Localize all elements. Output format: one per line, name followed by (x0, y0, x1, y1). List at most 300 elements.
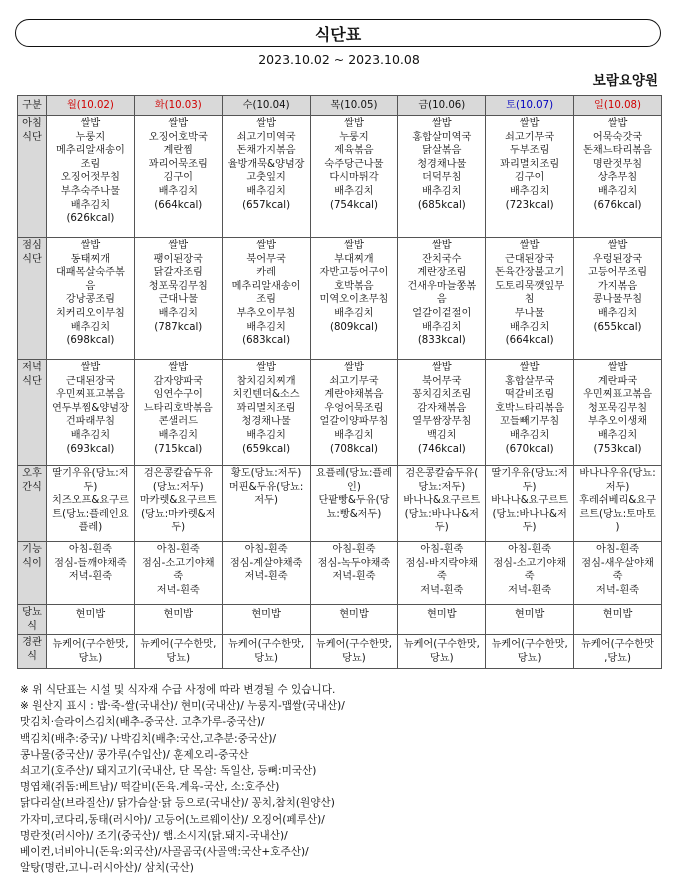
day-header: 화(10.03) (134, 96, 222, 116)
menu-item: 쌀밥 (80, 240, 101, 251)
note-line: 닭다리살(브라질산)/ 닭가슴살·닭 등으로(국내산)/ 꽁치,참치(원양산) (20, 797, 335, 810)
menu-cell (134, 635, 222, 669)
menu-item: 느타리호박볶음 (143, 402, 213, 414)
menu-item: 호박느타리볶음 (495, 402, 565, 414)
menu-item: 쌀밥 (80, 362, 101, 373)
menu-item: (655kcal) (593, 321, 642, 333)
menu-item: 열무쌈장무침 (412, 416, 472, 428)
menu-cell (574, 466, 662, 542)
menu-item: 부추오이생채 (588, 416, 648, 428)
menu-item: 쌀밥 (344, 118, 364, 129)
menu-cell (47, 360, 135, 466)
menu-cell (134, 116, 222, 238)
menu-item: 배추김치 (334, 307, 374, 319)
menu-item: 당뇨) (78, 652, 103, 664)
menu-item: 더덕무침 (422, 172, 462, 184)
day-header: 토(10.07) (486, 96, 574, 116)
menu-item: 뉴케어(구수한맛, (403, 639, 480, 651)
menu-item: 딸기우유(당뇨:저 (52, 468, 129, 479)
menu-cell (134, 466, 222, 542)
day-header: 수(10.04) (222, 96, 310, 116)
menu-item: 쌀밥 (519, 362, 540, 373)
menu-item: 임연수구이 (153, 389, 203, 401)
menu-item: 음 (436, 294, 447, 306)
menu-cell (134, 605, 222, 635)
menu-item: 떡갈비조림 (505, 389, 555, 401)
menu-item: 닭갈자조림 (153, 267, 203, 279)
menu-item: 저녁-흰죽 (596, 584, 640, 596)
menu-item: 점심-소고기야채 (493, 557, 566, 569)
row-label (18, 116, 47, 238)
menu-item: 배추김치 (246, 321, 286, 333)
menu-cell (398, 116, 486, 238)
menu-item: 북어무국 (246, 253, 286, 265)
menu-item: 대패목살숙주볶 (55, 267, 125, 279)
menu-item: 바나나&요구르트 (403, 495, 481, 507)
menu-item: 쇠고기무국 (329, 375, 379, 387)
menu-item: 배추김치 (422, 185, 462, 197)
menu-item: 당뇨) (429, 652, 454, 664)
row-label (18, 635, 47, 669)
menu-item: 배추김치 (509, 321, 550, 333)
menu-cell (574, 542, 662, 605)
menu-item: 무나물 (514, 307, 545, 319)
menu-item: 배추김치 (509, 429, 550, 441)
menu-item: (708kcal) (329, 443, 378, 455)
menu-cell (310, 360, 398, 466)
menu-item: 뉴케어(구수한맛, (140, 639, 217, 651)
menu-item: 부추숙주나물 (60, 185, 120, 197)
menu-cell (574, 116, 662, 238)
menu-item: 트(당뇨:플레인요 (52, 508, 129, 520)
menu-item: 치커리오이무침 (55, 307, 125, 319)
menu-item: 참치김치찌개 (236, 375, 296, 387)
menu-item: 검은콩칼슘두유 (143, 468, 213, 479)
menu-item: 아침-흰죽 (68, 544, 112, 555)
note-line: 콩나물(중국산)/ 콩가루(수입산)/ 훈제오리-중국산 (20, 748, 249, 761)
menu-item: (676kcal) (593, 199, 642, 211)
menu-item: 조림 (256, 294, 276, 306)
menu-item: 배추김치 (246, 185, 286, 197)
menu-item: 배추김치 (597, 185, 638, 197)
menu-item: 쌀밥 (431, 240, 452, 251)
menu-item: 배추김치 (70, 199, 111, 211)
menu-cell (486, 116, 574, 238)
menu-cell (398, 542, 486, 605)
menu-cell (310, 605, 398, 635)
menu-cell (486, 466, 574, 542)
menu-item: 뉴케어(구수한맛, (228, 639, 305, 651)
menu-item: 쌀밥 (519, 118, 540, 129)
menu-item: 계란파국 (597, 375, 638, 387)
row-label-line: 저녁 (22, 362, 42, 373)
menu-item: 검은콩칼슘두유( (405, 468, 479, 479)
menu-item: 현미밥 (339, 609, 369, 620)
menu-cell (47, 466, 135, 542)
menu-item: 우엉어묵조림 (324, 402, 384, 414)
menu-item: 두) (434, 522, 449, 534)
menu-cell (310, 466, 398, 542)
menu-item: 고춧잎지 (246, 172, 286, 184)
menu-cell (574, 635, 662, 669)
menu-item: 가지볶음 (597, 280, 638, 292)
menu-item: 쌀밥 (80, 118, 101, 129)
menu-item: 청포묵김무침 (148, 280, 208, 292)
day-header: 목(10.05) (310, 96, 398, 116)
menu-item: 저녁-흰죽 (244, 571, 288, 583)
menu-item: 계란야채볶음 (324, 389, 384, 401)
note-line: 베이컨,너비아니(돈육:외국산)/사골곰국(사골액:국산+호주산)/ (20, 846, 309, 859)
menu-item: 쌀밥 (607, 240, 628, 251)
menu-item: 치킨텐더&소스 (232, 389, 300, 401)
menu-item: 두) (171, 522, 186, 534)
row-label (18, 238, 47, 360)
menu-item: 배추김치 (334, 185, 374, 197)
menu-item: 배추김치 (158, 429, 198, 441)
menu-item: 꽈리멸치조림 (500, 158, 560, 170)
menu-item: 얼갈이겉절이 (412, 307, 472, 319)
day-header: 일(10.08) (574, 96, 662, 116)
menu-item: 침 (524, 294, 535, 306)
menu-item: 제육볶음 (334, 145, 374, 157)
menu-item: 율방개묵&양념장 (227, 158, 305, 170)
menu-item: 쌀밥 (256, 118, 276, 129)
menu-item: 아침-흰죽 (508, 544, 552, 555)
menu-item: 단팥빵&두유(당 (318, 495, 390, 507)
menu-item: 쌀밥 (168, 362, 189, 373)
menu-item: 배추김치 (509, 185, 550, 197)
menu-item: (746kcal) (417, 443, 466, 455)
menu-item: 건파래무침 (65, 416, 116, 428)
menu-cell (398, 238, 486, 360)
menu-item: 저두) (254, 495, 278, 507)
menu-item: 콘샐러드 (158, 416, 198, 428)
menu-item: 배추김치 (158, 307, 198, 319)
menu-item: 머핀&두유(당뇨: (228, 481, 304, 493)
menu-row (18, 360, 662, 466)
menu-item: (664kcal) (154, 199, 203, 211)
menu-item: 쌀밥 (256, 362, 276, 373)
menu-item: 마카렛&요구르트 (139, 495, 217, 507)
menu-item: 쌀밥 (168, 118, 189, 129)
menu-item: 상추무침 (597, 172, 638, 184)
menu-item: 부대찌개 (334, 253, 374, 265)
menu-item: 부추오이무침 (236, 307, 296, 319)
menu-row (18, 542, 662, 605)
menu-item: (659kcal) (242, 443, 291, 455)
row-label (18, 542, 47, 605)
menu-item: 현미밥 (602, 609, 633, 620)
menu-item: 조림 (80, 158, 101, 170)
menu-item: (698kcal) (66, 335, 115, 347)
menu-cell (47, 116, 135, 238)
menu-item: 계란장조림 (417, 267, 467, 279)
menu-item: (당뇨:마카렛&저 (141, 508, 216, 520)
menu-item: 동태찌개 (70, 253, 111, 265)
menu-cell (47, 542, 135, 605)
menu-item: 죽 (612, 571, 623, 583)
menu-item: 누룽지 (75, 131, 106, 143)
menu-item: 뉴케어(구수한맛 (581, 639, 654, 651)
menu-item: 김구이 (514, 172, 545, 184)
menu-row (18, 466, 662, 542)
menu-item: 죽 (173, 571, 184, 583)
note-line: 알탕(명란,고니-러시아산)/ 삼치(국산) (20, 862, 194, 875)
menu-item: 두) (522, 522, 537, 534)
menu-item: 팽이된장국 (153, 253, 203, 265)
menu-item: 연두부찜&양념장 (52, 402, 129, 414)
menu-item: 근대나물 (158, 294, 198, 306)
row-label (18, 466, 47, 542)
menu-item: 저녁-흰죽 (156, 584, 200, 596)
row-label-line: 기능 (22, 544, 42, 555)
menu-row (18, 116, 662, 238)
menu-cell (398, 360, 486, 466)
menu-item: 아침-흰죽 (332, 544, 376, 555)
menu-item: 저녁-흰죽 (508, 584, 552, 596)
menu-item: 쌀밥 (607, 118, 628, 129)
row-label-line: 식 (27, 650, 37, 662)
menu-cell (310, 635, 398, 669)
menu-item: 배추김치 (246, 429, 286, 441)
menu-item: 우민찌표고볶음 (55, 389, 125, 401)
menu-item: 요플레(당뇨:플레 (315, 468, 393, 479)
menu-item: 바나나&요구르트 (491, 495, 569, 507)
menu-cell (222, 605, 310, 635)
menu-cell (222, 360, 310, 466)
menu-item: 명란젓무침 (592, 158, 643, 170)
menu-item: 아침-흰죽 (596, 544, 640, 555)
note-line: ※ 위 식단표는 시설 및 식자재 수급 사정에 따라 변경될 수 있습니다. (20, 684, 336, 696)
row-label-line: 점심 (22, 240, 42, 251)
menu-item: 후레쉬베리&요구 (579, 495, 656, 507)
menu-item: 꽁치김치조림 (412, 389, 472, 401)
menu-item: 점심-녹두야채죽 (317, 557, 391, 569)
menu-row (18, 238, 662, 360)
notes-section (20, 682, 345, 876)
menu-item: 두부조림 (509, 145, 550, 157)
menu-cell (574, 238, 662, 360)
menu-item: 얼갈이양파무침 (319, 416, 389, 428)
menu-item: (657kcal) (242, 199, 291, 211)
menu-item: 쌀밥 (344, 240, 364, 251)
menu-item: 강낭콩조림 (65, 294, 116, 306)
menu-item: 우렁된장국 (592, 253, 643, 265)
menu-item: (당뇨:저두) (152, 481, 204, 493)
menu-item: (723kcal) (505, 199, 554, 211)
menu-cell (398, 605, 486, 635)
menu-cell (222, 238, 310, 360)
menu-item: 저녁-흰죽 (332, 571, 376, 583)
menu-item: 미역오이초무침 (319, 294, 389, 306)
menu-item: 배추김치 (70, 321, 111, 333)
menu-item: 쇠고기무국 (505, 131, 555, 143)
day-header: 금(10.06) (398, 96, 486, 116)
menu-item: 오징어젓무침 (60, 172, 120, 184)
menu-cell (574, 360, 662, 466)
menu-item: 우민찌표고볶음 (583, 389, 652, 401)
note-line: 명란젓(러시아)/ 조기(중국산)/ 햄.소시지(닭.돼지-국내산)/ (20, 829, 288, 842)
menu-item: 황도(당뇨:저두) (230, 468, 302, 479)
menu-cell (310, 116, 398, 238)
row-label (18, 360, 47, 466)
menu-item: (당뇨:바나나&저 (492, 508, 567, 520)
menu-item: 김구이 (163, 172, 194, 184)
menu-item: 당뇨) (166, 652, 191, 664)
menu-item: 홍합살무국 (505, 375, 555, 387)
menu-item: 감자양파국 (153, 375, 203, 387)
menu-item: ) (615, 522, 620, 534)
note-line: 명엽채(쥐돔:베트남)/ 떡갈비(돈육.계육-국산, 소:호주산) (20, 781, 280, 794)
menu-item: 배추김치 (334, 429, 374, 441)
menu-item: 뇨:빵&저두) (326, 508, 382, 520)
menu-item: 메추리알새송이 (231, 280, 301, 292)
menu-item: (787kcal) (154, 321, 203, 333)
menu-item: 당뇨) (342, 652, 366, 664)
menu-cell (222, 635, 310, 669)
menu-item: 현미밥 (427, 609, 457, 620)
menu-item: 현미밥 (163, 609, 194, 620)
menu-cell (134, 542, 222, 605)
menu-item: 점심-바지락야채 (405, 557, 479, 569)
menu-item: 어묵숙갓국 (592, 131, 643, 143)
menu-item: 숙주당근나물 (324, 158, 384, 170)
day-header: 월(10.02) (47, 96, 135, 116)
menu-item: (753kcal) (593, 443, 642, 455)
menu-cell (486, 360, 574, 466)
menu-title: 식단표 (15, 19, 661, 47)
menu-item: 배추김치 (70, 429, 111, 441)
menu-cell (486, 605, 574, 635)
menu-item: 배추김치 (422, 321, 462, 333)
menu-item: 쌀밥 (431, 362, 452, 373)
menu-item: 계란찜 (163, 145, 194, 157)
menu-item: 플레) (78, 522, 103, 534)
menu-item: 현미밥 (75, 609, 106, 620)
menu-item: 딸기우유(당뇨:저 (491, 468, 568, 479)
menu-item: 현미밥 (514, 609, 545, 620)
menu-item: 르트(당뇨:토마토 (579, 508, 656, 520)
menu-item: 쌀밥 (168, 240, 189, 251)
menu-item: 점심-새우살야채 (581, 557, 654, 569)
menu-item: 점심-계살야채죽 (229, 557, 303, 569)
note-line: 쇠고기(호주산)/ 돼지고기(국내산, 단 목살: 독일산, 등뼈:미국산) (20, 765, 317, 778)
menu-item: 쌀밥 (344, 362, 364, 373)
menu-item: 저녁-흰죽 (420, 584, 464, 596)
menu-body (18, 116, 662, 669)
menu-item: 꽈리멸치조림 (236, 402, 296, 414)
menu-period: 2023.10.02 ~ 2023.10.08 (258, 52, 420, 67)
menu-cell (398, 466, 486, 542)
facility-name: 보람요양원 (592, 73, 658, 89)
menu-item: 쌀밥 (431, 118, 452, 129)
menu-cell (486, 542, 574, 605)
row-label-line: 아침 (22, 118, 42, 129)
menu-item: 감자채볶음 (417, 402, 467, 414)
menu-item: 인) (347, 481, 361, 493)
menu-item: 죽 (436, 571, 447, 583)
row-label-line: 식이 (22, 557, 42, 569)
menu-item: 아침-흰죽 (420, 544, 464, 555)
menu-item: 건새우마늘쫑볶 (407, 280, 477, 292)
menu-item: (685kcal) (417, 199, 466, 211)
row-label-line: 당뇨 (22, 607, 42, 618)
menu-item: 쇠고기미역국 (236, 131, 296, 143)
row-label (18, 605, 47, 635)
menu-item: (833kcal) (417, 335, 466, 347)
menu-item: 쌀밥 (607, 362, 628, 373)
menu-item: 오징어호박국 (148, 131, 208, 143)
menu-item: 치즈오프&요구르 (52, 495, 129, 507)
row-label-line: 간식 (22, 481, 42, 493)
corner-header: 구분 (18, 96, 47, 116)
menu-cell (134, 360, 222, 466)
menu-cell (486, 635, 574, 669)
menu-item: 현미밥 (251, 609, 281, 620)
menu-item: 배추김치 (597, 429, 638, 441)
menu-cell (486, 238, 574, 360)
menu-cell (310, 238, 398, 360)
menu-item: 청경채나물 (417, 158, 467, 170)
menu-item: 당뇨) (517, 652, 542, 664)
menu-item: 당뇨:저두) (418, 481, 466, 493)
menu-item: (664kcal) (505, 335, 554, 347)
menu-item: (626kcal) (66, 213, 115, 225)
menu-item: 두) (83, 481, 98, 493)
menu-cell (47, 238, 135, 360)
menu-item: 뉴케어(구수한맛, (52, 639, 129, 651)
menu-item: (715kcal) (154, 443, 203, 455)
menu-item: 음 (85, 280, 96, 292)
menu-row (18, 635, 662, 669)
note-line: ※ 원산지 표시 : 밥·죽-쌀(국내산)/ 현미(국내산)/ 누룽지-맵쌀(국내산)/ (20, 700, 345, 713)
day-header-row (18, 96, 662, 116)
menu-item: 꼬들빼기무침 (500, 416, 560, 428)
menu-item: (693kcal) (66, 443, 115, 455)
menu-item: 다시마튀각 (329, 172, 379, 184)
menu-item: (809kcal) (329, 321, 378, 333)
menu-item: 뉴케어(구수한맛, (315, 639, 392, 651)
menu-item: 쌀밥 (519, 240, 540, 251)
menu-cell (310, 542, 398, 605)
row-label-line: 식 (27, 620, 37, 632)
menu-item: 돈채가지볶음 (236, 145, 296, 157)
menu-item: 닭살볶음 (422, 145, 462, 157)
menu-item: 청포묵김무침 (588, 402, 648, 414)
menu-item: 누룽지 (339, 131, 369, 143)
menu-item: (당뇨:바나나&저 (404, 508, 479, 520)
menu-cell (222, 466, 310, 542)
menu-item: 쌀밥 (256, 240, 276, 251)
menu-item: 잔치국수 (422, 253, 462, 265)
menu-item: (754kcal) (329, 199, 378, 211)
row-label-line: 식단 (22, 253, 42, 265)
row-label-line: 경관 (22, 637, 42, 649)
menu-item: 당뇨) (254, 652, 278, 664)
menu-item: 꽈리어묵조림 (148, 158, 208, 170)
menu-item: 북어무국 (422, 375, 462, 387)
menu-item: 배추김치 (158, 185, 198, 197)
menu-cell (134, 238, 222, 360)
menu-item: 점심-소고기야채 (141, 557, 215, 569)
menu-cell (222, 542, 310, 605)
menu-item: 카레 (256, 267, 276, 279)
menu-item: 점심-들깨야채죽 (54, 557, 127, 569)
menu-item: 청경채나물 (241, 416, 291, 428)
menu-item: 배추김치 (597, 307, 638, 319)
note-line: 맛김치·슬라이스김치(배추-중국산. 고추가루-중국산)/ (20, 716, 265, 729)
weekly-menu-table (17, 95, 662, 669)
